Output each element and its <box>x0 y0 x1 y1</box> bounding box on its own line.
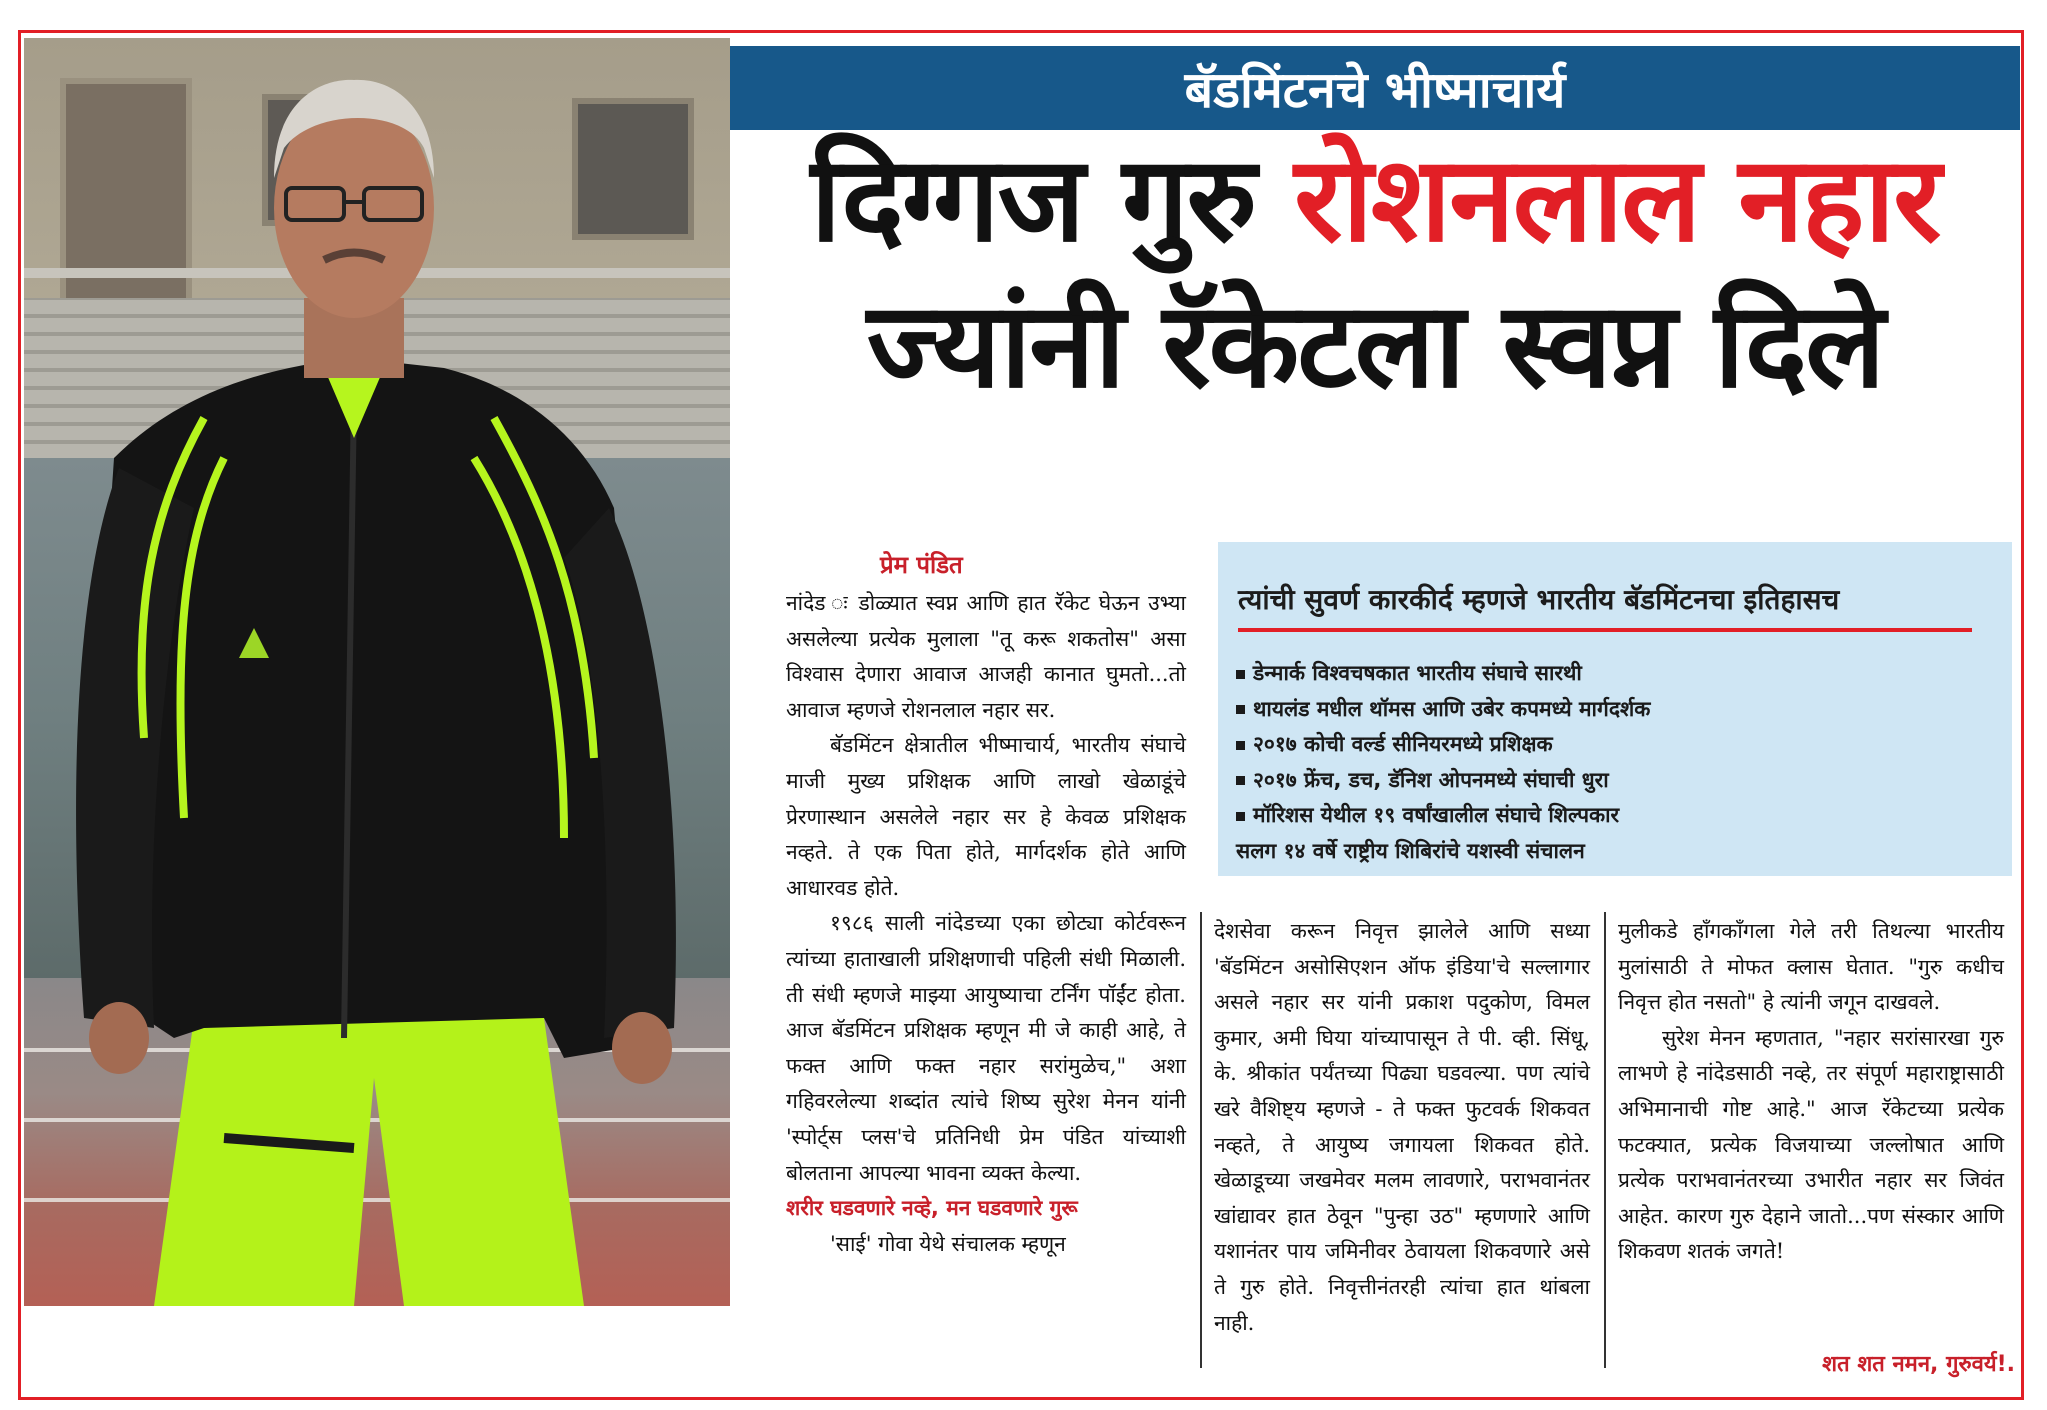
list-item: मॉरिशस येथील १९ वर्षांखालील संघाचे शिल्पकार <box>1236 798 1650 834</box>
headline <box>730 130 2020 414</box>
list-item: डेन्मार्क विश्वचषकात भारतीय संघाचे सारथी <box>1236 656 1650 692</box>
bullet-icon <box>1236 705 1245 714</box>
column-rule <box>1200 912 1202 1368</box>
list-item: २०१७ फ्रेंच, डच, डॅनिश ओपनमध्ये संघाची धुरा <box>1236 763 1650 799</box>
paragraph-4: 'साई' गोवा येथे संचालक म्हणून <box>830 1231 1066 1256</box>
bullet-icon <box>1236 812 1245 821</box>
paragraph-col3-1: मुलीकडे हॉंगकॉंगला गेले तरी तिथल्या भारतीय मुलांसाठी ते मोफत क्लास घेतात. "गुरु कधीच निवृत्त होत नसतो" हे त्यांनी जगून दाखवले. <box>1618 919 2004 1015</box>
list-item: २०१७ कोची वर्ल्ड सीनियरमध्ये प्रशिक्षक <box>1236 727 1650 763</box>
kicker-bar <box>730 46 2020 130</box>
signoff: शत शत नमन, गुरुवर्य!. <box>1822 1352 2015 1377</box>
coach-figure-illustration <box>24 38 730 1306</box>
paragraph-1: नांदेड ः डोळ्यात स्वप्न आणि हात रॅकेट घेऊन उभ्या असलेल्या प्रत्येक मुलाला "तू करू शकतोस" असा विश्वास देणारा आवाज आजही कानात घुमतो...तो आवाज म्हणजे रोशनलाल नहार सर. <box>786 591 1186 722</box>
paragraph-2: बॅडमिंटन क्षेत्रातील भीष्माचार्य, भारतीय संघाचे माजी मुख्य प्रशिक्षक आणि लाखो खेळाडूंचे प्रेरणास्थान असलेले नहार सर हे केवळ प्रशिक्षक नव्हते. ते एक पिता होते, मार्गदर्शक होते आणि आधारवड होते. <box>786 733 1186 900</box>
article-column-2 <box>1214 914 1590 1341</box>
headline-part-1: दिग्गज गुरु <box>810 130 1295 268</box>
kicker-text: बॅडमिंटनचे भीष्माचार्य <box>1184 61 1566 119</box>
career-highlights-box <box>1218 542 2012 876</box>
bullet-icon <box>1236 776 1245 785</box>
paragraph-col3-2: सुरेश मेनन म्हणतात, "नहार सरांसारखा गुरु लाभणे हे नांदेडसाठी नव्हे, तर संपूर्ण महाराष्ट्रासाठी अभिमानाची गोष्ट आहे." आज रॅकेटच्या प्रत्येक फटक्यात, प्रत्येक विजयाच्या जल्लोषात आणि प्रत्येक पराभवानंतरच्या उभारीत नहार सर जिवंत आहेत. कारण गुरु देहाने जातो...पण संस्कार आणि शिकवण शतकं जगते! <box>1618 1025 2004 1264</box>
byline: प्रेम पंडित <box>880 551 963 579</box>
headline-line-1 <box>730 130 2020 268</box>
coach-photo <box>24 38 730 1306</box>
career-highlights-list <box>1236 656 1650 870</box>
paragraph-col2: देशसेवा करून निवृत्त झालेले आणि सध्या 'बॅडमिंटन असोसिएशन ऑफ इंडिया'चे सल्लागार असले नहार सर यांनी प्रकाश पदुकोण, विमल कुमार, अमी घिया यांच्यापासून ते पी. व्ही. सिंधू, के. श्रीकांत पर्यंतच्या पिढ्या घडवल्या. पण त्यांचे खरे वैशिष्ट्य म्हणजे - ते फक्त फुटवर्क शिकवत नव्हते, ते आयुष्य जगायला शिकवत होते. खेळाडूच्या जखमेवर मलम लावणारे, पराभवानंतर खांद्यावर हात ठेवून "पुन्हा उठ" म्हणणारे आणि यशानंतर पाय जमिनीवर ठेवायला शिकवणारे असे ते गुरु होते. निवृत्तीनंतरही त्यांचा हात थांबला नाही. <box>1214 919 1590 1335</box>
bullet-icon <box>1236 741 1245 750</box>
bullet-icon <box>1236 670 1245 679</box>
article-column-3 <box>1618 914 2004 1270</box>
article-column-1 <box>786 586 1186 1262</box>
box-heading: त्यांची सुवर्ण कारकीर्द म्हणजे भारतीय बॅडमिंटनचा इतिहासच <box>1238 583 1840 616</box>
subheading: शरीर घडवणारे नव्हे, मन घडवणारे गुरू <box>786 1196 1078 1221</box>
list-item-last: सलग १४ वर्षे राष्ट्रीय शिबिरांचे यशस्वी संचालन <box>1236 838 1585 863</box>
column-rule <box>1604 912 1606 1368</box>
list-item: थायलंड मधील थॉमस आणि उबेर कपमध्ये मार्गदर्शक <box>1236 692 1650 728</box>
paragraph-3: १९८६ साली नांदेडच्या एका छोट्या कोर्टवरून त्यांच्या हाताखाली प्रशिक्षणाची पहिली संधी मिळाली. ती संधी म्हणजे माझ्या आयुष्याचा टर्निंग पॉईंट होता. आज बॅडमिंटन प्रशिक्षक म्हणून मी जे काही आहे, ते फक्त आणि फक्त नहार सरांमुळेच," अशा गहिवरलेल्या शब्दांत त्यांचे शिष्य सुरेश मेनन यांनी 'स्पोर्ट्स प्लस'चे प्रतिनिधी प्रेम पंडित यांच्याशी बोलताना आपल्या भावना व्यक्त केल्या. <box>786 911 1186 1185</box>
box-heading-rule <box>1238 628 1972 632</box>
headline-line-2: ज्यांनी रॅकेटला स्वप्न दिले <box>866 276 1884 414</box>
headline-name: रोशनलाल नहार <box>1294 130 1940 268</box>
